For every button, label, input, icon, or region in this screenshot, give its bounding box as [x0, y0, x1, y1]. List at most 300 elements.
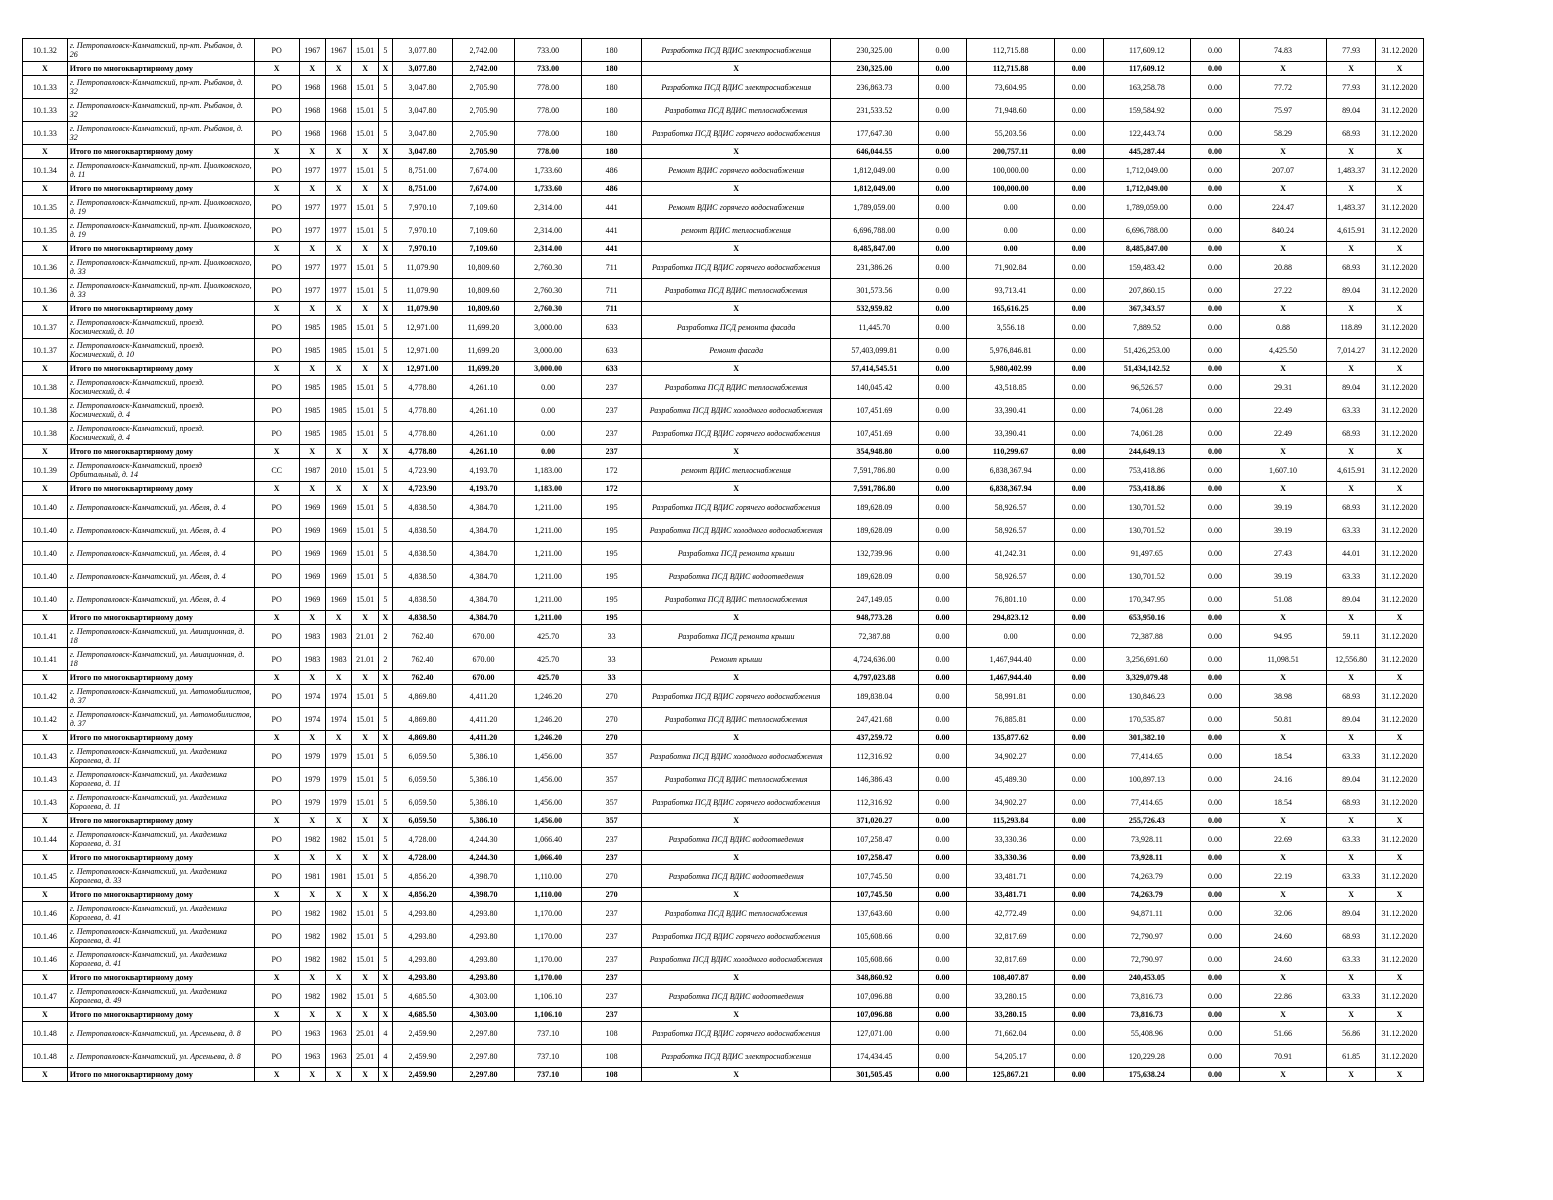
municipal-funds: 0.00 [1054, 671, 1103, 685]
build-year: 1979 [299, 768, 325, 791]
wall-material: 15.01 [352, 159, 378, 182]
x-mark: X [1327, 362, 1376, 376]
x-mark: X [1239, 145, 1326, 159]
x-mark: X [642, 242, 831, 256]
living-area: 10,809.60 [453, 302, 515, 316]
municipal-funds: 0.00 [1054, 182, 1103, 196]
item-number: 10.1.36 [23, 279, 68, 302]
federal-funds: 0.00 [918, 196, 967, 219]
nonliving-area: 1,246.20 [515, 708, 582, 731]
nonliving-area: 1,246.20 [515, 731, 582, 745]
total-row [23, 671, 1424, 685]
commission-year: 1968 [325, 99, 351, 122]
max-unit-cost: 89.04 [1327, 376, 1376, 399]
floors: 5 [378, 519, 392, 542]
floors: 5 [378, 745, 392, 768]
nonliving-area: 1,211.00 [515, 565, 582, 588]
total-row [23, 62, 1424, 76]
x-mark: X [254, 62, 299, 76]
total-cost: 1,812,049.00 [831, 182, 918, 196]
total-label: Итого по многоквартирному дому [67, 731, 254, 745]
other-funds: 0.00 [1191, 925, 1240, 948]
x-mark: X [23, 182, 68, 196]
table-row [23, 459, 1424, 482]
residents: 237 [582, 985, 642, 1008]
work-type: Разработка ПСД ремонта крыши [642, 625, 831, 648]
work-type: Ремонт ВДИС горячего водоснабжения [642, 196, 831, 219]
residents: 195 [582, 611, 642, 625]
deadline: 31.12.2020 [1376, 316, 1424, 339]
federal-funds: 0.00 [918, 542, 967, 565]
residents: 270 [582, 888, 642, 902]
commission-year: 1963 [325, 1045, 351, 1068]
max-unit-cost: 68.93 [1327, 496, 1376, 519]
regional-funds: 71,902.84 [967, 256, 1054, 279]
owner-form: PO [254, 985, 299, 1008]
wall-material: 15.01 [352, 316, 378, 339]
other-funds: 0.00 [1191, 99, 1240, 122]
table-row [23, 279, 1424, 302]
build-year: 1985 [299, 399, 325, 422]
living-area: 4,261.10 [453, 399, 515, 422]
wall-material: 21.01 [352, 648, 378, 671]
residents: 441 [582, 242, 642, 256]
work-type: Разработка ПСД ВДИС теплоснабжения [642, 279, 831, 302]
residents: 180 [582, 76, 642, 99]
regional-funds: 55,203.56 [967, 122, 1054, 145]
x-mark: X [1239, 851, 1326, 865]
nonliving-area: 1,066.40 [515, 828, 582, 851]
floors: 5 [378, 542, 392, 565]
total-row [23, 731, 1424, 745]
federal-funds: 0.00 [918, 362, 967, 376]
address: г. Петропавловск-Камчатский, ул. Абеля, д. 4 [67, 542, 254, 565]
max-unit-cost: 1,483.37 [1327, 196, 1376, 219]
x-mark: X [325, 814, 351, 828]
x-mark: X [254, 671, 299, 685]
x-mark: X [1327, 851, 1376, 865]
living-area: 670.00 [453, 671, 515, 685]
residents: 633 [582, 362, 642, 376]
other-funds: 0.00 [1191, 219, 1240, 242]
work-type: Разработка ПСД ВДИС электроснабжения [642, 1045, 831, 1068]
total-cost: 236,863.73 [831, 76, 918, 99]
wall-material: 15.01 [352, 76, 378, 99]
owner-form: PO [254, 1022, 299, 1045]
work-type: Разработка ПСД ВДИС холодного водоснабжения [642, 519, 831, 542]
address: г. Петропавловск-Камчатский, ул. Арсеньева, д. 8 [67, 1045, 254, 1068]
x-mark: X [352, 851, 378, 865]
residents: 486 [582, 159, 642, 182]
total-cost: 105,608.66 [831, 948, 918, 971]
unit-cost: 27.22 [1239, 279, 1326, 302]
work-type: Разработка ПСД ВДИС горячего водоснабжения [642, 422, 831, 445]
residents: 237 [582, 828, 642, 851]
municipal-funds: 0.00 [1054, 362, 1103, 376]
x-mark: X [378, 62, 392, 76]
floors: 5 [378, 791, 392, 814]
residents: 237 [582, 948, 642, 971]
x-mark: X [1239, 302, 1326, 316]
nonliving-area: 1,066.40 [515, 851, 582, 865]
commission-year: 1985 [325, 422, 351, 445]
federal-funds: 0.00 [918, 182, 967, 196]
total-cost: 112,316.92 [831, 745, 918, 768]
total-area: 2,459.90 [393, 1068, 453, 1082]
nonliving-area: 2,314.00 [515, 242, 582, 256]
municipal-funds: 0.00 [1054, 519, 1103, 542]
total-area: 762.40 [393, 648, 453, 671]
total-cost: 532,959.82 [831, 302, 918, 316]
total-area: 11,079.90 [393, 302, 453, 316]
residents: 237 [582, 1008, 642, 1022]
x-mark: X [254, 242, 299, 256]
total-cost: 247,421.68 [831, 708, 918, 731]
wall-material: 15.01 [352, 459, 378, 482]
address: г. Петропавловск-Камчатский, проезд. Космический, д. 10 [67, 339, 254, 362]
living-area: 2,742.00 [453, 62, 515, 76]
x-mark: X [378, 182, 392, 196]
total-label: Итого по многоквартирному дому [67, 611, 254, 625]
work-type: Разработка ПСД ремонта крыши [642, 542, 831, 565]
residents: 180 [582, 122, 642, 145]
total-area: 4,856.20 [393, 888, 453, 902]
total-area: 4,728.00 [393, 851, 453, 865]
build-year: 1969 [299, 519, 325, 542]
commission-year: 1985 [325, 376, 351, 399]
regional-funds: 58,991.81 [967, 685, 1054, 708]
item-number: 10.1.33 [23, 76, 68, 99]
total-cost: 231,533.52 [831, 99, 918, 122]
regional-funds: 71,948.60 [967, 99, 1054, 122]
living-area: 11,699.20 [453, 339, 515, 362]
municipal-funds: 0.00 [1054, 865, 1103, 888]
item-number: 10.1.39 [23, 459, 68, 482]
living-area: 5,386.10 [453, 768, 515, 791]
x-mark: X [23, 482, 68, 496]
table-row [23, 828, 1424, 851]
owner-form: PO [254, 76, 299, 99]
x-mark: X [642, 888, 831, 902]
floors: 5 [378, 122, 392, 145]
total-cost: 348,860.92 [831, 971, 918, 985]
x-mark: X [378, 671, 392, 685]
x-mark: X [352, 1068, 378, 1082]
floors: 5 [378, 948, 392, 971]
table-row [23, 339, 1424, 362]
total-area: 4,293.80 [393, 948, 453, 971]
total-cost: 57,414,545.51 [831, 362, 918, 376]
build-year: 1967 [299, 39, 325, 62]
wall-material: 15.01 [352, 422, 378, 445]
regional-funds: 33,330.36 [967, 828, 1054, 851]
x-mark: X [1239, 1068, 1326, 1082]
x-mark: X [1239, 242, 1326, 256]
total-label: Итого по многоквартирному дому [67, 182, 254, 196]
x-mark: X [378, 445, 392, 459]
nonliving-area: 778.00 [515, 145, 582, 159]
other-funds: 0.00 [1191, 376, 1240, 399]
total-area: 4,869.80 [393, 685, 453, 708]
unit-cost: 70.91 [1239, 1045, 1326, 1068]
work-type: Разработка ПСД ВДИС горячего водоснабжения [642, 256, 831, 279]
deadline: 31.12.2020 [1376, 542, 1424, 565]
x-mark: X [23, 611, 68, 625]
address: г. Петропавловск-Камчатский, ул. Академика Королева, д. 41 [67, 902, 254, 925]
deadline: 31.12.2020 [1376, 422, 1424, 445]
other-funds: 0.00 [1191, 279, 1240, 302]
total-area: 6,059.50 [393, 768, 453, 791]
other-funds: 0.00 [1191, 731, 1240, 745]
unit-cost: 38.98 [1239, 685, 1326, 708]
wall-material: 15.01 [352, 588, 378, 611]
floors: 5 [378, 196, 392, 219]
nonliving-area: 1,211.00 [515, 542, 582, 565]
living-area: 4,303.00 [453, 985, 515, 1008]
living-area: 10,809.60 [453, 279, 515, 302]
owner-funds: 72,790.97 [1103, 948, 1190, 971]
x-mark: X [1239, 888, 1326, 902]
floors: 4 [378, 1045, 392, 1068]
wall-material: 15.01 [352, 122, 378, 145]
work-type: Ремонт ВДИС горячего водоснабжения [642, 159, 831, 182]
wall-material: 15.01 [352, 256, 378, 279]
regional-funds: 33,390.41 [967, 422, 1054, 445]
owner-funds: 445,287.44 [1103, 145, 1190, 159]
total-area: 7,970.10 [393, 242, 453, 256]
other-funds: 0.00 [1191, 519, 1240, 542]
wall-material: 15.01 [352, 99, 378, 122]
address: г. Петропавловск-Камчатский, проезд Орбитальный, д. 14 [67, 459, 254, 482]
max-unit-cost: 63.33 [1327, 985, 1376, 1008]
x-mark: X [254, 731, 299, 745]
x-mark: X [352, 182, 378, 196]
federal-funds: 0.00 [918, 302, 967, 316]
item-number: 10.1.34 [23, 159, 68, 182]
total-label: Итого по многоквартирному дому [67, 145, 254, 159]
item-number: 10.1.40 [23, 565, 68, 588]
residents: 33 [582, 648, 642, 671]
regional-funds: 100,000.00 [967, 159, 1054, 182]
max-unit-cost: 44.01 [1327, 542, 1376, 565]
total-cost: 301,573.56 [831, 279, 918, 302]
wall-material: 15.01 [352, 542, 378, 565]
total-row [23, 445, 1424, 459]
wall-material: 15.01 [352, 496, 378, 519]
table-row [23, 122, 1424, 145]
municipal-funds: 0.00 [1054, 685, 1103, 708]
owner-funds: 130,846.23 [1103, 685, 1190, 708]
nonliving-area: 737.10 [515, 1068, 582, 1082]
max-unit-cost: 68.93 [1327, 791, 1376, 814]
x-mark: X [299, 971, 325, 985]
build-year: 1968 [299, 122, 325, 145]
owner-form: PO [254, 159, 299, 182]
max-unit-cost: 77.93 [1327, 76, 1376, 99]
other-funds: 0.00 [1191, 256, 1240, 279]
living-area: 4,303.00 [453, 1008, 515, 1022]
total-label: Итого по многоквартирному дому [67, 1008, 254, 1022]
regional-funds: 0.00 [967, 196, 1054, 219]
commission-year: 2010 [325, 459, 351, 482]
nonliving-area: 1,456.00 [515, 768, 582, 791]
owner-form: PO [254, 519, 299, 542]
total-area: 7,970.10 [393, 219, 453, 242]
work-type: ремонт ВДИС теплоснабжения [642, 459, 831, 482]
other-funds: 0.00 [1191, 399, 1240, 422]
owner-form: PO [254, 948, 299, 971]
federal-funds: 0.00 [918, 708, 967, 731]
owner-form: PO [254, 339, 299, 362]
owner-funds: 77,414.65 [1103, 791, 1190, 814]
build-year: 1979 [299, 791, 325, 814]
total-cost: 107,745.50 [831, 888, 918, 902]
other-funds: 0.00 [1191, 196, 1240, 219]
item-number: 10.1.43 [23, 745, 68, 768]
address: г. Петропавловск-Камчатский, ул. Академика Королева, д. 11 [67, 745, 254, 768]
wall-material: 15.01 [352, 519, 378, 542]
total-area: 4,778.80 [393, 422, 453, 445]
item-number: 10.1.47 [23, 985, 68, 1008]
wall-material: 15.01 [352, 196, 378, 219]
floors: 5 [378, 76, 392, 99]
federal-funds: 0.00 [918, 99, 967, 122]
nonliving-area: 1,110.00 [515, 865, 582, 888]
residents: 270 [582, 708, 642, 731]
municipal-funds: 0.00 [1054, 888, 1103, 902]
deadline: 31.12.2020 [1376, 219, 1424, 242]
total-cost: 112,316.92 [831, 791, 918, 814]
address: г. Петропавловск-Камчатский, проезд. Космический, д. 4 [67, 399, 254, 422]
floors: 5 [378, 99, 392, 122]
x-mark: X [1327, 1008, 1376, 1022]
table-row [23, 685, 1424, 708]
nonliving-area: 1,170.00 [515, 902, 582, 925]
x-mark: X [299, 1008, 325, 1022]
regional-funds: 6,838,367.94 [967, 459, 1054, 482]
regional-funds: 6,838,367.94 [967, 482, 1054, 496]
total-area: 3,047.80 [393, 145, 453, 159]
max-unit-cost: 89.04 [1327, 99, 1376, 122]
other-funds: 0.00 [1191, 865, 1240, 888]
x-mark: X [254, 888, 299, 902]
x-mark: X [1239, 362, 1326, 376]
floors: 5 [378, 925, 392, 948]
address: г. Петропавловск-Камчатский, пр-кт. Циолковского, д. 19 [67, 219, 254, 242]
federal-funds: 0.00 [918, 985, 967, 1008]
municipal-funds: 0.00 [1054, 399, 1103, 422]
total-area: 4,838.50 [393, 611, 453, 625]
regional-funds: 112,715.88 [967, 39, 1054, 62]
municipal-funds: 0.00 [1054, 648, 1103, 671]
owner-funds: 1,789,059.00 [1103, 196, 1190, 219]
total-cost: 140,045.42 [831, 376, 918, 399]
work-type: Разработка ПСД ВДИС теплоснабжения [642, 902, 831, 925]
x-mark: X [299, 888, 325, 902]
item-number: 10.1.40 [23, 519, 68, 542]
x-mark: X [23, 731, 68, 745]
item-number: 10.1.41 [23, 648, 68, 671]
deadline: 31.12.2020 [1376, 519, 1424, 542]
wall-material: 15.01 [352, 399, 378, 422]
x-mark: X [325, 1008, 351, 1022]
item-number: 10.1.38 [23, 376, 68, 399]
max-unit-cost: 89.04 [1327, 768, 1376, 791]
deadline: 31.12.2020 [1376, 399, 1424, 422]
x-mark: X [1376, 242, 1424, 256]
living-area: 7,109.60 [453, 219, 515, 242]
floors: 5 [378, 376, 392, 399]
total-cost: 231,386.26 [831, 256, 918, 279]
living-area: 4,384.70 [453, 519, 515, 542]
total-label: Итого по многоквартирному дому [67, 302, 254, 316]
deadline: 31.12.2020 [1376, 256, 1424, 279]
total-area: 4,869.80 [393, 731, 453, 745]
municipal-funds: 0.00 [1054, 611, 1103, 625]
address: г. Петропавловск-Камчатский, пр-кт. Циолковского, д. 33 [67, 256, 254, 279]
nonliving-area: 1,170.00 [515, 948, 582, 971]
commission-year: 1985 [325, 399, 351, 422]
x-mark: X [299, 62, 325, 76]
living-area: 4,384.70 [453, 611, 515, 625]
total-area: 8,751.00 [393, 159, 453, 182]
total-area: 2,459.90 [393, 1045, 453, 1068]
x-mark: X [1327, 242, 1376, 256]
unit-cost: 22.19 [1239, 865, 1326, 888]
x-mark: X [1327, 611, 1376, 625]
unit-cost: 39.19 [1239, 565, 1326, 588]
owner-funds: 77,414.65 [1103, 745, 1190, 768]
regional-funds: 32,817.69 [967, 925, 1054, 948]
residents: 237 [582, 902, 642, 925]
build-year: 1979 [299, 745, 325, 768]
floors: 5 [378, 828, 392, 851]
work-type: Разработка ПСД ВДИС теплоснабжения [642, 768, 831, 791]
living-area: 5,386.10 [453, 745, 515, 768]
commission-year: 1974 [325, 708, 351, 731]
municipal-funds: 0.00 [1054, 302, 1103, 316]
max-unit-cost: 4,615.91 [1327, 219, 1376, 242]
total-cost: 11,445.70 [831, 316, 918, 339]
address: г. Петропавловск-Камчатский, проезд. Космический, д. 4 [67, 376, 254, 399]
table-row [23, 159, 1424, 182]
address: г. Петропавловск-Камчатский, ул. Академика Королева, д. 33 [67, 865, 254, 888]
owner-funds: 653,950.16 [1103, 611, 1190, 625]
owner-funds: 130,701.52 [1103, 496, 1190, 519]
address: г. Петропавловск-Камчатский, ул. Абеля, д. 4 [67, 519, 254, 542]
max-unit-cost: 68.93 [1327, 422, 1376, 445]
commission-year: 1983 [325, 625, 351, 648]
regional-funds: 5,976,846.81 [967, 339, 1054, 362]
floors: 5 [378, 219, 392, 242]
address: г. Петропавловск-Камчатский, ул. Академика Королева, д. 31 [67, 828, 254, 851]
x-mark: X [1239, 611, 1326, 625]
table-row [23, 588, 1424, 611]
living-area: 4,411.20 [453, 731, 515, 745]
max-unit-cost: 63.33 [1327, 399, 1376, 422]
total-area: 6,059.50 [393, 745, 453, 768]
x-mark: X [378, 482, 392, 496]
commission-year: 1977 [325, 279, 351, 302]
regional-funds: 1,467,944.40 [967, 648, 1054, 671]
owner-funds: 117,609.12 [1103, 39, 1190, 62]
residents: 33 [582, 671, 642, 685]
work-type: Разработка ПСД ВДИС холодного водоснабжения [642, 948, 831, 971]
total-row [23, 182, 1424, 196]
nonliving-area: 733.00 [515, 39, 582, 62]
x-mark: X [352, 611, 378, 625]
unit-cost: 24.16 [1239, 768, 1326, 791]
